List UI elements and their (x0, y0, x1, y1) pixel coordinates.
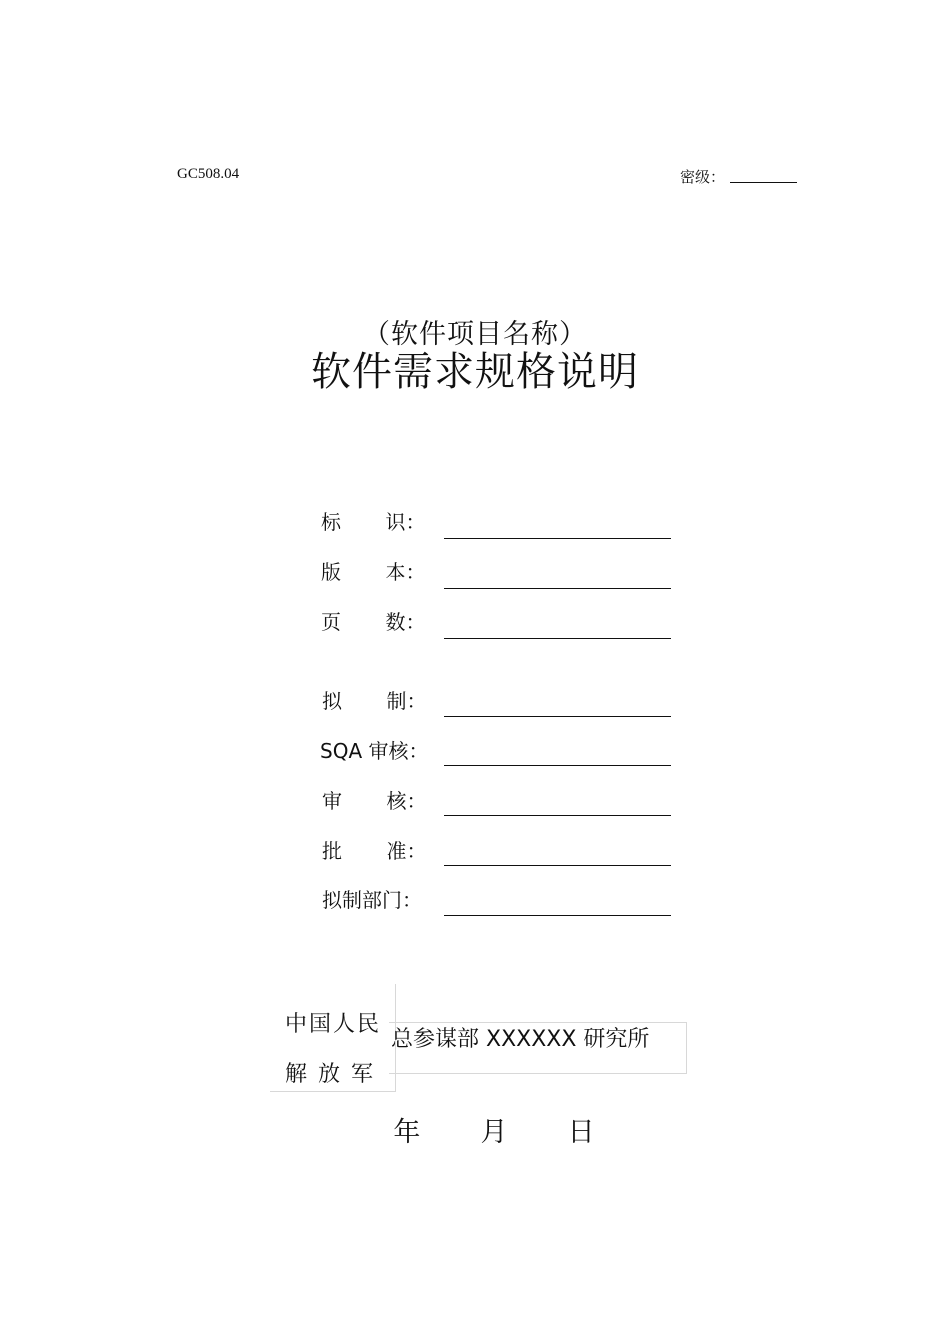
secrecy-label: 密级： (680, 168, 726, 186)
date-line: 年 月 日 (393, 1117, 595, 1148)
field-line-department (444, 915, 671, 916)
field-label-review: 审 核： (322, 789, 427, 813)
field-line-approve (444, 865, 671, 866)
field-label-approve: 批 准： (322, 839, 427, 863)
field-label-version: 版 本： (321, 560, 426, 584)
document-code: GC508.04 (177, 166, 240, 182)
field-label-department: 拟制部门： (322, 888, 422, 912)
organization-right-text: 总参谋部 XXXXXX 研究所 (391, 1027, 650, 1052)
field-line-review (444, 815, 671, 816)
project-name-subtitle: （软件项目名称） (363, 319, 587, 350)
field-label-drafted: 拟 制： (322, 689, 427, 713)
document-title: 软件需求规格说明 (311, 349, 639, 395)
field-label-identifier: 标 识： (321, 510, 426, 534)
secrecy-blank-line (730, 182, 797, 183)
field-line-sqa-review (444, 765, 671, 766)
organization-left-line2: 解 放 军 (285, 1062, 375, 1087)
field-line-version (444, 588, 671, 589)
field-line-drafted (444, 716, 671, 717)
field-line-identifier (444, 538, 671, 539)
field-label-sqa-review: SQA 审核： (320, 739, 429, 763)
organization-left-line1: 中国人民 (285, 1012, 382, 1037)
field-line-pages (444, 638, 671, 639)
organization-left-text (285, 1000, 381, 1100)
field-label-pages: 页 数： (321, 610, 426, 634)
